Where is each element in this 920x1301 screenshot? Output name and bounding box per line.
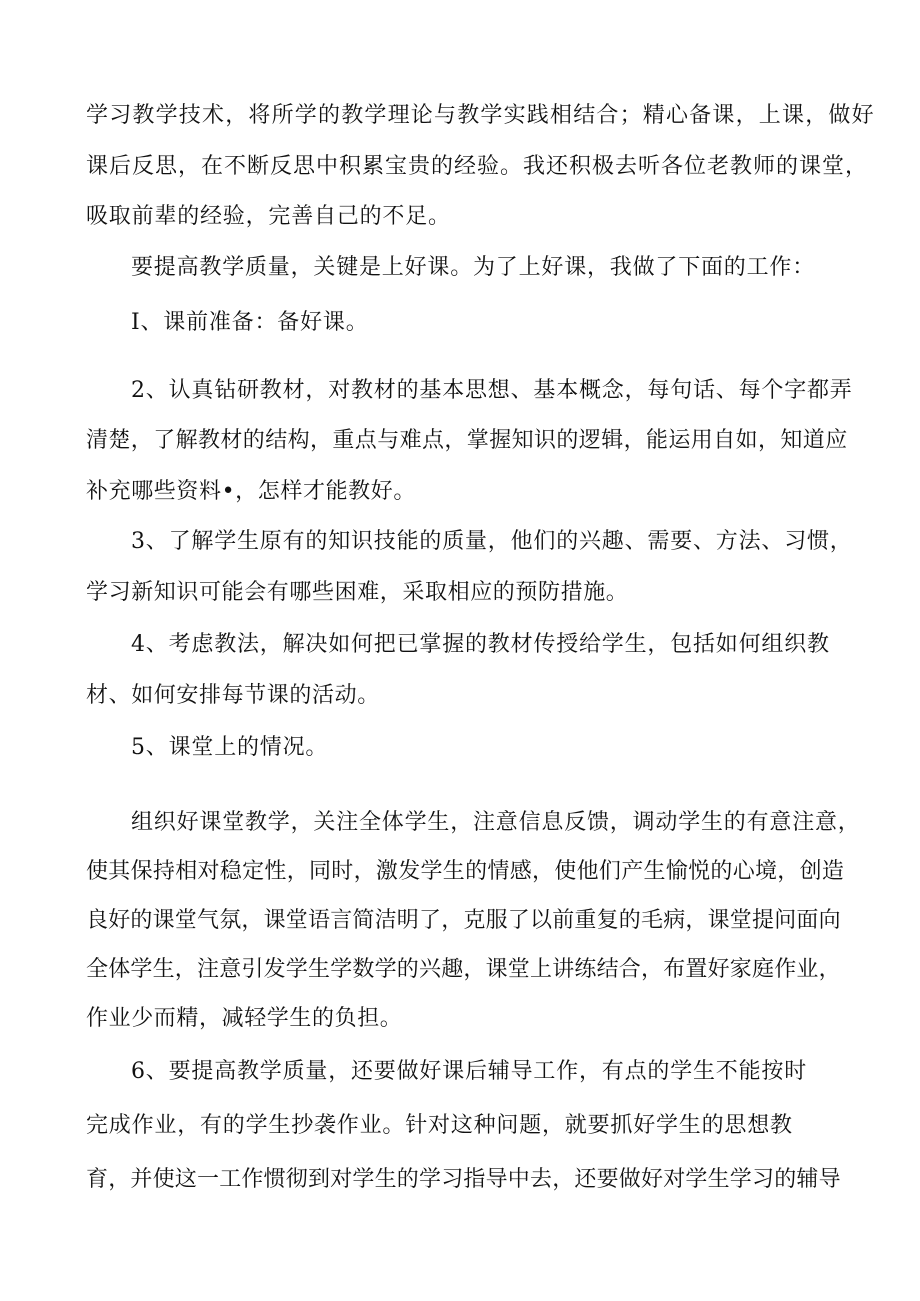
text-line-3: 吸取前辈的经验，完善自己的不足。 <box>86 204 451 229</box>
text-line-8: 补充哪些资料•，怎样才能教好。 <box>86 479 416 504</box>
text-line-15: 使其保持相对稳定性，同时，激发学生的情感，使他们产生愉悦的心境，创造 <box>86 859 845 884</box>
text-line-17: 全体学生，注意引发学生学数学的兴趣，课堂上讲练结合，布置好家庭作业， <box>86 957 841 982</box>
text-line-20: 完成作业，有的学生抄袭作业。针对这种问题，就要抓好学生的思想教 <box>86 1113 793 1138</box>
text-line-21: 育，并使这一工作惯彻到对学生的学习指导中去，还要做好对学生学习的辅导 <box>86 1167 841 1192</box>
text-line-19: 6、要提高教学质量，还要做好课后辅导工作，有点的学生不能按时 <box>131 1059 807 1084</box>
text-line-7: 清楚，了解教材的结构，重点与难点，掌握知识的逻辑，能运用自如，知道应 <box>86 428 848 453</box>
text-line-5: I、课前准备：备好课。 <box>131 310 369 335</box>
text-line-18: 作业少而精，减轻学生的负担。 <box>86 1006 403 1031</box>
text-line-1: 学习教学技术，将所学的教学理论与教学实践相结合；精心备课，上课，做好 <box>86 103 875 128</box>
text-line-9: 3、了解学生原有的知识技能的质量，他们的兴趣、需要、方法、习惯， <box>131 529 853 554</box>
text-line-4: 要提高教学质量，关键是上好课。为了上好课，我做了下面的工作： <box>131 255 816 280</box>
text-line-13: 5、课堂上的情况。 <box>131 735 329 760</box>
text-line-12: 材、如何安排每节课的活动。 <box>86 683 380 708</box>
text-line-6: 2、认真钻研教材，对教材的基本思想、基本概念，每句话、每个字都弄 <box>131 378 853 403</box>
text-line-2: 课后反思，在不断反思中积累宝贵的经验。我还积极去听各位老教师的课堂， <box>86 154 869 179</box>
text-line-11: 4、考虑教法，解决如何把已掌握的教材传授给学生，包括如何组织教 <box>131 632 830 657</box>
text-line-16: 良好的课堂气氛，课堂语言简洁明了，克服了以前重复的毛病，课堂提问面向 <box>86 908 841 933</box>
text-line-10: 学习新知识可能会有哪些困难，采取相应的预防措施。 <box>86 580 629 605</box>
text-line-14: 组织好课堂教学，关注全体学生，注意信息反馈，调动学生的有意注意， <box>131 810 861 835</box>
